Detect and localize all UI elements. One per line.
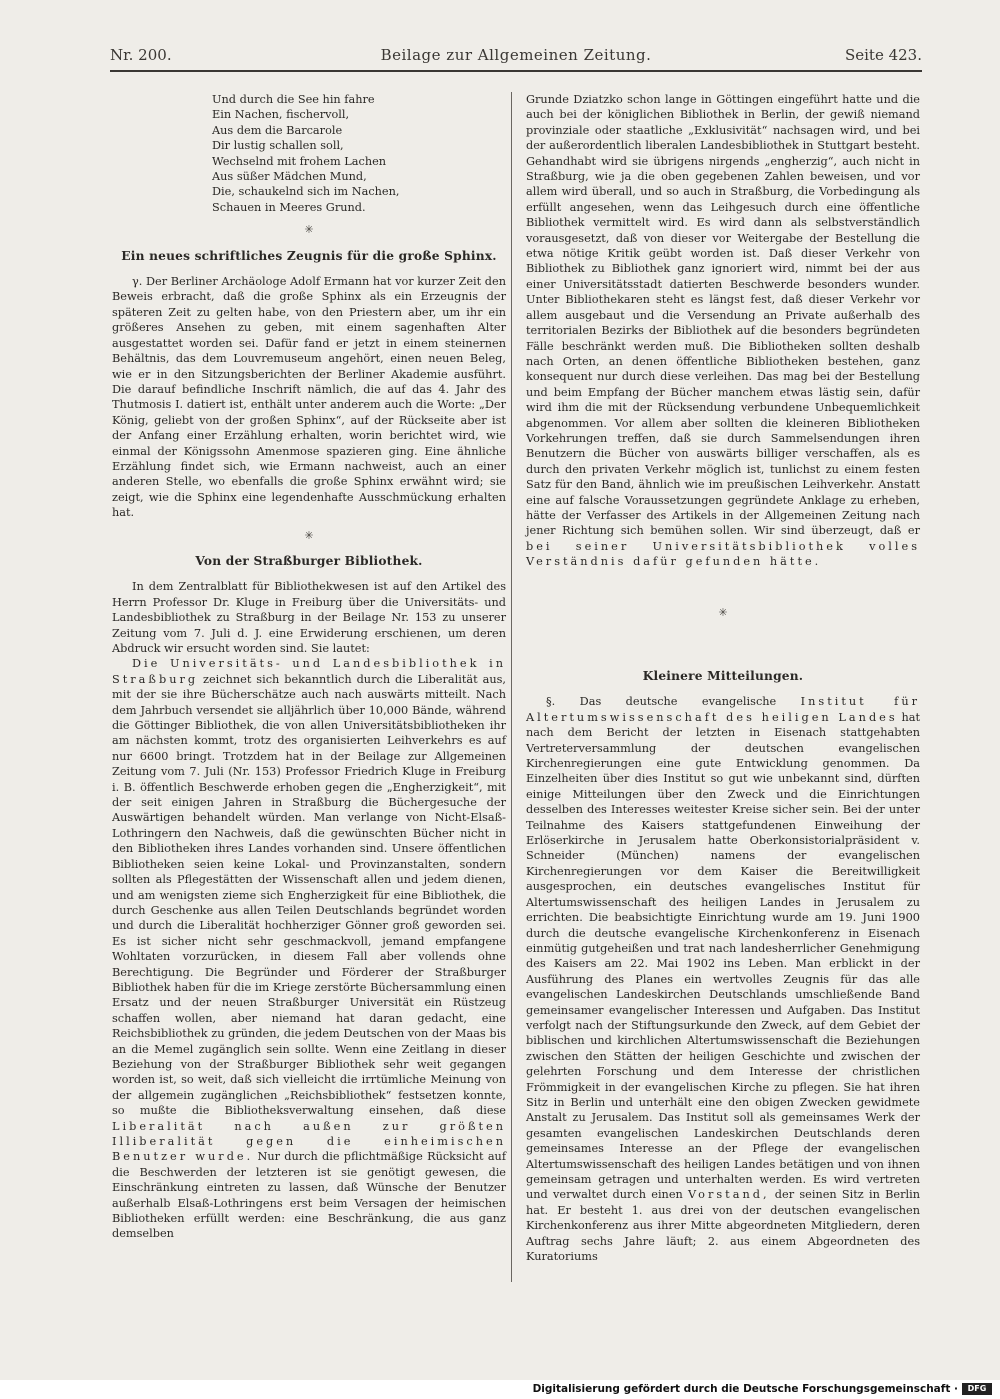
body-text: hat nach dem Bericht der letzten in Eisenach stattgehabten Vertreterversammlung der deutschen evangelischen Kirchenregierungen eine gute Entwicklung genommen. Da Einzelheiten über dies Institut so gut wie unbekannt sind, dürften einige Mitteilungen über den Zweck und die Einrichtungen desselben des Interesses weitester Kreise sicher sein. Bei der unter Teilnahme des Kaisers stattgefundenen Einweihung der Erlöserkirche in Jerusalem hatte Oberkonsistorialpräsident v. Schneider (München) namens der evangelischen Kirchenregierungen vor dem Kaiser die Bereitwilligkeit ausgesprochen, ein deutsches evangelisches Institut für Altertumswissenschaft des heiligen Landes in Jerusalem zu errichten. Die beabsichtigte Einrichtung wurde am 19. Juni 1900 durch die deutsche evangelische Kirchenkonferenz in Eisenach einmütig gutgeheißen und trat nach landesherrlicher Genehmigung des Kaisers am 22. Mai 1902 ins Leben. Man erblickt in der Ausführung des Planes ein wertvolles Zeugnis für das alle evangelischen Landeskirchen Deutschlands umschließende Band gemeinsamer evangelischer Interessen und Aufgaben. Das Institut verfolgt nach der Stiftungsurkunde den Zweck, auf dem Gebiet der biblischen und kirchlichen Altertumswissenschaft die Beziehungen zwischen den Stätten der heiligen Geschichte und zwischen der gelehrten Forschung und dem Interesse der christlichen Frömmigkeit in der evangelischen Kirche zu pflegen. Sie hat ihren Sitz in Berlin und unterhält eine den obigen Zwecken gewidmete Anstalt zu Jerusalem. Das Institut soll als gemeinsames Werk der gesamten evangelischen Landeskirchen Deutschlands deren gemeinsames Interesse an der Pflege der evangelischen Altertumswissenschaft des heiligen Landes betätigen und von ihnen gemeinsam getragen und unterhalten werden. Es wird vertreten und verwaltet durch einen [526, 710, 921, 1202]
column-divider [511, 92, 512, 1282]
section-asterism: ✳ [718, 605, 728, 619]
poem-line: Schauen in Meeres Grund. [212, 200, 366, 214]
spaced-text: Institut für Altertumswissenschaft des heiligen Landes [526, 695, 920, 724]
header-rule [110, 70, 922, 72]
article-heading-library: Von der Straßburger Bibliothek. [195, 553, 423, 568]
poem-line: Die, schaukelnd sich im Nachen, [212, 185, 400, 199]
poem-line: Wechselnd mit frohem Lachen [212, 154, 387, 168]
page-header [110, 42, 922, 68]
spaced-text: bei seiner Universitätsbibliothek volles Verständnis dafür gefunden hätte. [526, 539, 920, 569]
spaced-text: Die Universitäts- und Landesbibliothek in Straßburg [112, 657, 506, 686]
poem-line: Aus dem die Barcarole [212, 123, 343, 137]
article-body-library-continued [526, 92, 920, 570]
body-text: Nur durch die pflichtmäßige Rücksicht auf die Beschwerden der letzteren ist sie genötigt gewesen, die Einschränkung eintreten zu lassen, daß Wünsche der Benutzer außerhalb Elsaß-Lothringens erst beim Versagen der heimischen Bibliotheken erfüllt werden: eine Beschränkung, die aus ganz demselben [112, 1150, 507, 1241]
article-body-institute [526, 694, 920, 1264]
left-column [112, 92, 506, 1242]
right-column [526, 92, 920, 1264]
section-heading-notes: Kleinere Mitteilungen. [642, 669, 804, 683]
body-text: der seinen Sitz in Berlin hat. Er besteht 1. aus drei von der deutschen evangelischen Kirchenkonferenz aus ihrer Mitte abgeordneten Mitgliedern, deren Auftrag sechs Jahre läuft; 2. aus einem Abgeordneten des Kuratoriums [526, 1188, 921, 1264]
spaced-text: Liberalität nach außen zur größten Illiberalität gegen die einheimischen Benutzer wurde. [112, 1119, 506, 1164]
section-asterism: ✳ [304, 528, 314, 542]
article-body-library [112, 656, 506, 1241]
body-text: Grunde Dziatzko schon lange in Göttingen eingeführt hatte und die auch bei der königlichen Bibliothek in Berlin, der gewiß niemand provinziale oder staatliche „Exklusivität“ nachsagen wird, und bei der außerordentlich liberalen Landesbibliothek in Stuttgart besteht. Gehandhabt wird sie übrigens nirgends „engherzig“, auch nicht in Straßburg, wie ja die oben gegebenen Zahlen beweisen, und vor allem wird überall, und so auch in Straßburg, die Vorbedingung als erfüllt angesehen, wenn das Leihgesuch durch eine öffentliche Bibliothek vermittelt wird. Es wird dann als selbstverständlich vorausgesetzt, daß von dieser vor Weitergabe der Bestellung die etwa nötige Kritik geübt worden ist. Daß dieser Verkehr von Bibliothek zu Bibliothek ganz ignoriert wird, nimmt bei der aus einer Universitätsstadt datierten Beschwerde besonders wunder. Unter Bibliothekaren steht es längst fest, daß dieser Verkehr vor allem ausgebaut und die Versendung an Private außerhalb des territorialen Bezirks der Bibliothek auf die besonders begründeten Fälle beschränkt werden muß. Die Bibliotheken sollten deshalb nach Orten, an denen öffentliche Bibliotheken bestehen, ganz konsequent nur durch diese verleihen. Das mag bei der Bestellung und beim Empfang der Bücher manchem etwas lästig sein, dafür wird ihm die mit der Rücksendung verbundene Unbequemlichkeit abgenommen. Vor allem aber sollten die kleineren Bibliotheken Vorkehrungen treffen, daß sie durch Sammelsendungen ihren Benutzern die Bücher von auswärts billiger verschaffen, als es durch den privaten Verkehr möglich ist, tunlichst zu einem festen Satz für den Band, ähnlich wie im preußischen Leihverkehr. Anstatt eine auf falsche Voraussetzungen gegründete Anklage zu erheben, hätte der Verfasser des Artikels in der Allgemeinen Zeitung nach jener Richtung sich bemühen sollen. Wir sind überzeugt, daß er [526, 93, 920, 538]
dfg-logo-icon: DFG [962, 1383, 992, 1395]
supplement-title: Beilage zur Allgemeinen Zeitung. [380, 46, 652, 64]
spaced-text: Vorstand, [688, 1188, 770, 1202]
section-asterism: ✳ [304, 223, 314, 237]
spacer [526, 630, 920, 658]
article-body-sphinx: γ. Der Berliner Archäologe Adolf Ermann hat vor kurzer Zeit den Beweis erbracht, daß die große Sphinx als ein Erzeugnis der späteren Zeit zu gelten habe, von den Priestern aber, um ihr ein größeres Ansehen zu geben, mit einem sagenhaften Alter ausgestattet worden sei. Dafür fand er jetzt in einem steinernen Behältnis, das dem Louvremuseum angehört, einen neuen Beleg, wie er in den Sitzungsberichten der Berliner Akademie ausführt. Die darauf befindliche Inschrift nämlich, die auf das 4. Jahr des Thutmosis I. datiert ist, enthält unter anderem auch die Worte: „Der König, geliebt von der großen Sphinx“, auf der Rückseite aber ist der Anfang einer Erzählung erhalten, worin berichtet wird, wie einmal der Königssohn Amenmose spazieren ging. Eine ähnliche Erzählung findet sich, wie Ermann nachweist, auch an einer anderen Stelle, wo ebenfalls die große Sphinx erwähnt wird; sie zeigt, wie die Sphinx eine legendenhafte Ausschmückung erhalten hat. [112, 275, 506, 520]
body-text: §. Das deutsche evangelische [546, 695, 777, 709]
article-body-library-intro: In dem Zentralblatt für Bibliothekwesen ist auf den Artikel des Herrn Professor Dr. Kluge in Freiburg über die Universitäts- und Landesbibliothek zu Straßburg in der Beilage Nr. 153 zu unserer Zeitung vom 7. Juli d. J. eine Erwiderung erschienen, um deren Abdruck wir ersucht worden sind. Sie lautet: [112, 580, 506, 655]
poem-line: Ein Nachen, fischervoll, [212, 108, 350, 122]
issue-number: Nr. 200. [110, 46, 172, 64]
page-number: Seite 423. [844, 46, 922, 64]
poem-line: Dir lustig schallen soll, [212, 139, 344, 153]
poem-line: Und durch die See hin fahre [212, 93, 375, 106]
body-text: zeichnet sich bekanntlich durch die Liberalität aus, mit der sie ihre Bücherschätze auch nach auswärts mitteilt. Nach dem Jahrbuch versendet sie alljährlich über 10,000 Bände, während die Göttinger Bibliothek, die von allen Universitätsbibliotheken ihr am nächsten kommt, trotz des organisierten Leihverkehrs es auf nur 6600 bringt. Trotzdem hat in der Beilage zur Allgemeinen Zeitung vom 7. Juli (Nr. 153) Professor Friedrich Kluge in Freiburg i. B. öffentlich Beschwerde erhoben gegen die „Engherzigkeit“, mit der seit einigen Jahren in Straßburg die Büchergesuche der Auswärtigen behandelt würden. Man verlange von Nicht-Elsaß-Lothringern den Nachweis, daß die gewünschten Bücher nicht in den Bibliotheken ihres Landes vorhanden sind. Unsere öffentlichen Bibliotheken seien keine Lokal- und Provinzanstalten, sondern sollten als Pflegestätten der Wissenschaft allen und jedem dienen, und am wenigsten zieme sich Engherzigkeit für eine Bibliothek, die durch Geschenke aus allen Teilen Deutschlands begründet worden und durch die Liberalität hochherziger Gönner groß geworden sei. Es ist sicher nicht sehr geschmackvoll, jemand empfangene Wohltaten vorzurücken, in diesem Fall aber vollends ohne Berechtigung. Die Begründer und Förderer der Straßburger Bibliothek haben für die im Kriege zerstörte Büchersammlung einen Ersatz und der neuen Straßburger Universität ein Rüstzeug schaffen wollen, aber niemand hat daran gedacht, eine Reichsbibliothek zu gründen, die jedem Deutschen von der Maas bis an die Memel zugänglich sein sollte. Wenn eine Zeitlang in dieser Beziehung von der Straßburger Bibliothek sehr weit gegangen worden ist, so weit, daß sich vielleicht die irrtümliche Meinung von der allgemein zugänglichen „Reichsbibliothek“ festsetzen konnte, so mußte die Bibliotheksverwaltung einsehen, daß diese [112, 672, 506, 1118]
spacer [526, 570, 920, 598]
poem [112, 92, 506, 215]
digitization-credit: Digitalisierung gefördert durch die Deutsche Forschungsgemeinschaft · [532, 1383, 958, 1395]
poem-line: Aus süßer Mädchen Mund, [212, 170, 367, 184]
article-heading-sphinx: Ein neues schriftliches Zeugnis für die große Sphinx. [121, 248, 497, 263]
